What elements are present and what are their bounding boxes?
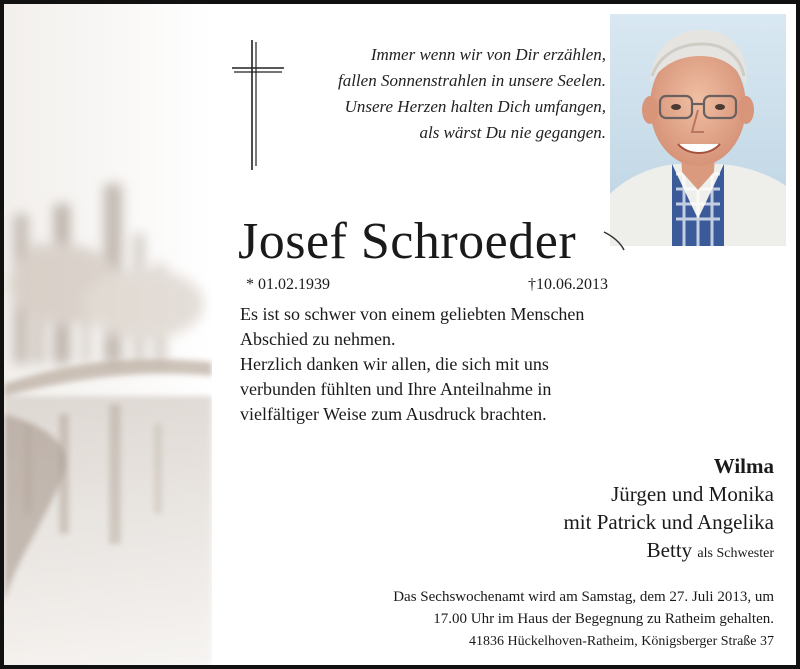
service-notice [254,586,774,630]
address: 41836 Hückelhoven-Ratheim, Königsberger Straße 37 [469,634,774,649]
poem-line: als wärst Du nie gegangen. [419,123,606,142]
family-line: mit Patrick und Angelika [563,510,774,534]
family-line: Jürgen und Monika [611,482,774,506]
notice-line: Das Sechswochenamt wird am Samstag, dem 27. Juli 2013, um [393,589,774,605]
birth-date: * 01.02.1939 [246,276,330,293]
family-line [354,536,774,568]
notice-line: 17.00 Uhr im Haus der Begegnung zu Ratheim gehalten. [433,611,774,627]
death-date: †10.06.2013 [528,276,608,293]
poem-line: fallen Sonnenstrahlen in unsere Seelen. [337,71,606,90]
deceased-name: Josef Schroeder [238,213,577,270]
poem [266,42,606,146]
message-line: Es ist so schwer von einem geliebten Menschen [240,304,585,324]
message-line: verbunden fühlten und Ihre Anteilnahme in [240,379,552,399]
message-line: vielfältiger Weise zum Ausdruck brachten. [240,404,547,424]
poem-line: Immer wenn wir von Dir erzählen, [370,45,606,64]
family-signatures [354,452,774,568]
family-sister-note: als Schwester [697,546,774,561]
poem-line: Unsere Herzen halten Dich umfangen, [344,97,606,116]
portrait-photo [610,14,786,246]
landscape-illustration [4,4,212,665]
family-lead: Wilma [713,454,774,478]
message-line: Abschied zu nehmen. [240,329,396,349]
message-line: Herzlich danken wir allen, die sich mit uns [240,354,549,374]
flourish-icon [602,228,632,254]
family-sister-name: Betty [646,538,693,562]
thank-you-message [240,302,660,427]
